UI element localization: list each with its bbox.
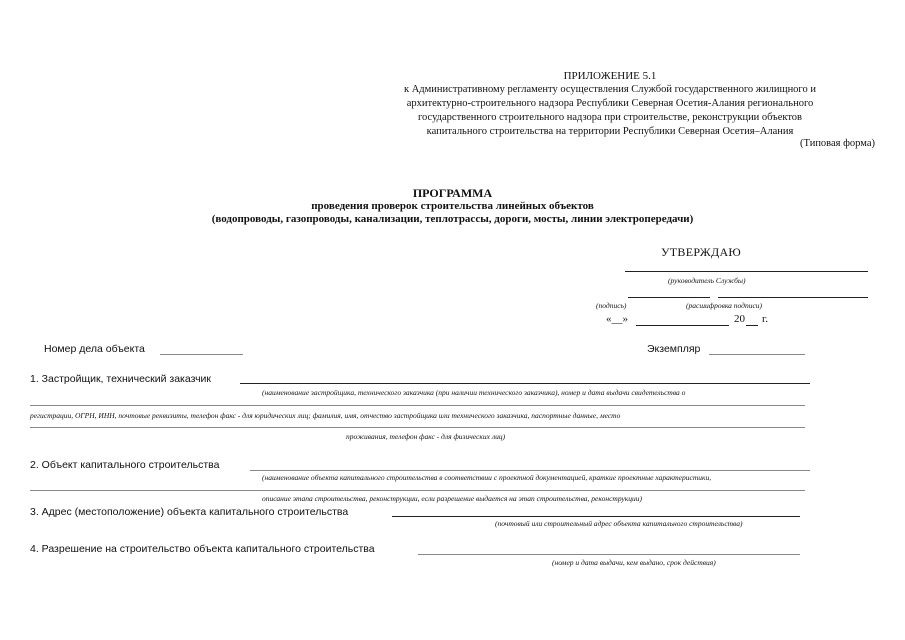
signature-caption: (подпись) [596, 301, 627, 310]
signature-decoding-line[interactable] [718, 297, 868, 298]
developer-field-line-2[interactable] [30, 405, 805, 406]
developer-field-line-3[interactable] [30, 427, 805, 428]
developer-label: 1. Застройщик, технический заказчик [30, 373, 212, 385]
developer-field[interactable] [240, 383, 810, 384]
signature-decoding-caption: (расшифровка подписи) [686, 301, 763, 310]
date-month-line[interactable] [636, 325, 729, 326]
permit-hint: (номер и дата выдачи, кем выдано, срок действия) [552, 558, 716, 567]
address-label: 3. Адрес (местоположение) объекта капитального строительства [30, 506, 349, 518]
head-of-service-line[interactable] [625, 271, 868, 272]
object-field[interactable] [250, 470, 810, 471]
object-hint-1: (наименование объекта капитального строительства в соответствии с проектной документацией, краткие проектные характеристики, [262, 473, 712, 482]
head-of-service-caption: (руководитель Службы) [668, 276, 746, 285]
approval-heading: УТВЕРЖДАЮ [661, 245, 742, 259]
date-year-line[interactable] [746, 325, 758, 326]
address-field[interactable] [392, 516, 800, 517]
copy-label: Экземпляр [647, 343, 701, 355]
program-title: ПРОГРАММА [412, 186, 493, 200]
copy-field[interactable] [709, 354, 805, 355]
case-number-field[interactable] [160, 354, 243, 355]
appendix-title: ПРИЛОЖЕНИЕ 5.1 [563, 70, 657, 82]
date-year-prefix: 20 [734, 313, 745, 325]
appendix-line-1: к Административному регламенту осуществления Службой государственного жилищного и [404, 84, 816, 95]
address-hint: (почтовый или строительный адрес объекта капитального строительства) [495, 519, 743, 528]
object-hint-2: описание этапа строительства, реконструкции, если разрешение выдается на этап строительства, реконструкции) [262, 494, 643, 503]
appendix-block [350, 69, 870, 139]
permit-field[interactable] [418, 554, 800, 555]
permit-label: 4. Разрешение на строительство объекта капитального строительства [30, 543, 375, 555]
appendix-line-4: капитального строительства на территории Республики Северная Осетия–Алания [426, 126, 794, 137]
developer-hint-1: (наименование застройщика, технического заказчика (при наличии технического заказчика), номер и дата выдачи свидетельства о [262, 388, 686, 397]
date-year-suffix: г. [762, 313, 769, 325]
program-subtitle-2: (водопроводы, газопроводы, канализации, теплотрассы, дороги, мосты, линии электропередачи) [211, 213, 694, 225]
object-label: 2. Объект капитального строительства [30, 459, 220, 471]
signature-line[interactable] [628, 297, 710, 298]
appendix-line-2: архитектурно-строительного надзора Республики Северная Осетия-Алания регионального [406, 98, 814, 109]
object-field-line-2[interactable] [30, 490, 805, 491]
developer-hint-2: регистрации, ОГРН, ИНН, почтовые реквизиты, телефон факс - для юридических лиц; фамилия, имя, отчество застройщика или технического заказчика, паспортные данные, место [30, 411, 621, 420]
developer-hint-3: проживания, телефон факс - для физических лиц) [346, 432, 506, 441]
form-type-label: (Типовая форма) [800, 138, 875, 149]
case-number-label: Номер дела объекта [44, 343, 145, 355]
appendix-line-3: государственного строительного надзора при строительстве, реконструкции объектов [418, 112, 802, 123]
date-day[interactable]: «__» [606, 313, 628, 325]
program-subtitle-1: проведения проверок строительства линейных объектов [311, 200, 594, 212]
